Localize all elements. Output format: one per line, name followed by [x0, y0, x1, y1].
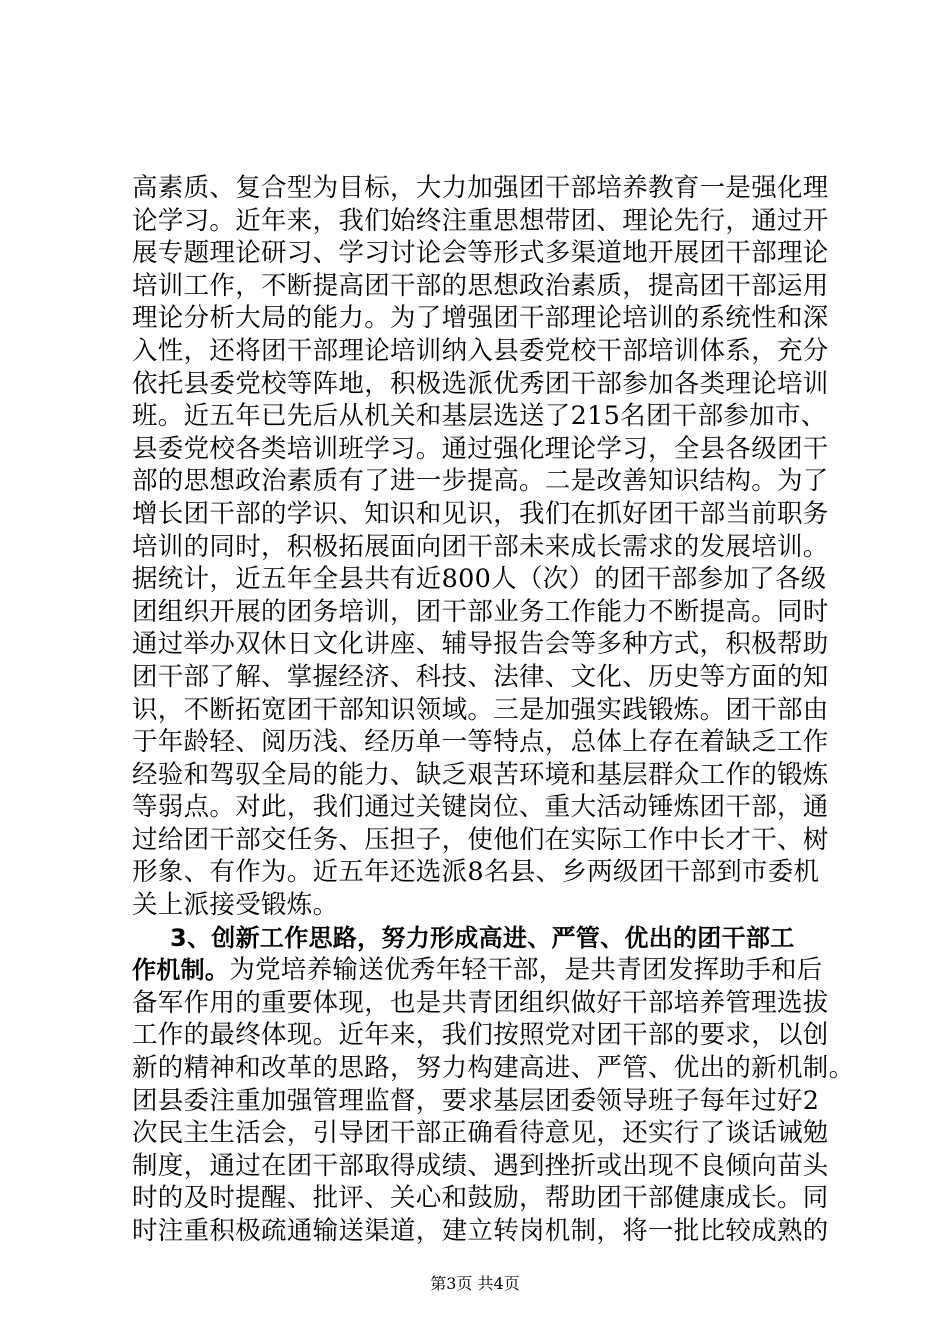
text-line: 依托县委党校等阵地，积极选派优秀团干部参加各类理论培训: [132, 368, 829, 399]
text-run: 为党培养输送优秀年轻干部，是共青团发挥助手和后: [229, 955, 823, 986]
page-number-footer: 第3页 共4页: [430, 1274, 520, 1293]
text-line: 部的思想政治素质有了进一步提高。二是改善知识结构。为了: [132, 466, 829, 497]
text-line: 于年龄轻、阅历浅、经历单一等特点，总体上存在着缺乏工作: [132, 727, 829, 758]
text-line: 理论分析大局的能力。为了增强团干部理论培训的系统性和深: [132, 303, 829, 334]
text-line: 时的及时提醒、批评、关心和鼓励，帮助团干部健康成长。同: [132, 1183, 829, 1214]
text-line: 通过举办双休日文化讲座、辅导报告会等多种方式，积极帮助: [132, 629, 829, 660]
text-line: [132, 954, 832, 987]
text-line: 经验和驾驭全局的能力、缺乏艰苦环境和基层群众工作的锻炼: [132, 759, 829, 790]
text-line: 入性，还将团干部理论培训纳入县委党校干部培训体系，充分: [132, 335, 829, 366]
text-line: 据统计，近五年全县共有近800人（次）的团干部参加了各级: [132, 564, 827, 595]
text-line: 等弱点。对此，我们通过关键岗位、重大活动锤炼团干部，通: [132, 792, 829, 823]
text-line: 班。近五年已先后从机关和基层选送了215名团干部参加市、: [132, 401, 827, 432]
text-line: 关上派接受锻炼。: [132, 890, 339, 921]
text-line: 工作的最终体现。近年来，我们按照党对团干部的要求，以创: [132, 1020, 829, 1051]
text-line: 高素质、复合型为目标，大力加强团干部培养教育一是强化理: [132, 173, 829, 203]
text-line: 团县委注重加强管理监督，要求基层团委领导班子每年过好2: [132, 1085, 820, 1116]
text-line: 备军作用的重要体现，也是共青团组织做好干部培养管理选拔: [132, 987, 829, 1018]
text-line: 培训工作，不断提高团干部的思想政治素质，提高团干部运用: [132, 270, 829, 301]
text-line: 过给团干部交任务、压担子，使他们在实际工作中长才干、树: [132, 824, 829, 855]
text-line: 制度，通过在团干部取得成绩、遇到挫折或出现不良倾向苗头: [132, 1150, 829, 1181]
text-line: 县委党校各类培训班学习。通过强化理论学习，全县各级团干: [132, 433, 829, 464]
text-line: 次民主生活会，引导团干部正确看待意见，还实行了谈话诫勉: [132, 1118, 829, 1149]
text-line: 团组织开展的团务培训，团干部业务工作能力不断提高。同时: [132, 596, 829, 627]
text-line: 论学习。近年来，我们始终注重思想带团、理论先行，通过开: [132, 205, 829, 236]
section-heading-line: [132, 922, 832, 955]
text-line: 新的精神和改革的思路，努力构建高进、严管、优出的新机制。: [132, 1053, 855, 1084]
section-heading: 3、创新工作思路，努力形成高进、严管、优出的团干部工: [170, 923, 795, 952]
text-line: 形象、有作为。近五年还选派8名县、乡两级团干部到市委机: [132, 857, 820, 888]
text-line: 时注重积极疏通输送渠道，建立转岗机制，将一批比较成熟的: [132, 1216, 829, 1246]
text-line: 识，不断拓宽团干部知识领域。三是加强实践锻炼。团干部由: [132, 694, 829, 725]
section-heading-cont: 作机制。: [132, 956, 230, 985]
body-text: [132, 172, 855, 1248]
text-line: 增长团干部的学识、知识和见识，我们在抓好团干部当前职务: [132, 498, 829, 529]
text-line: 展专题理论研习、学习讨论会等形式多渠道地开展团干部理论: [132, 238, 829, 269]
text-line: 培训的同时，积极拓展面向团干部未来成长需求的发展培训。: [132, 531, 829, 562]
text-line: 团干部了解、掌握经济、科技、法律、文化、历史等方面的知: [132, 661, 829, 692]
